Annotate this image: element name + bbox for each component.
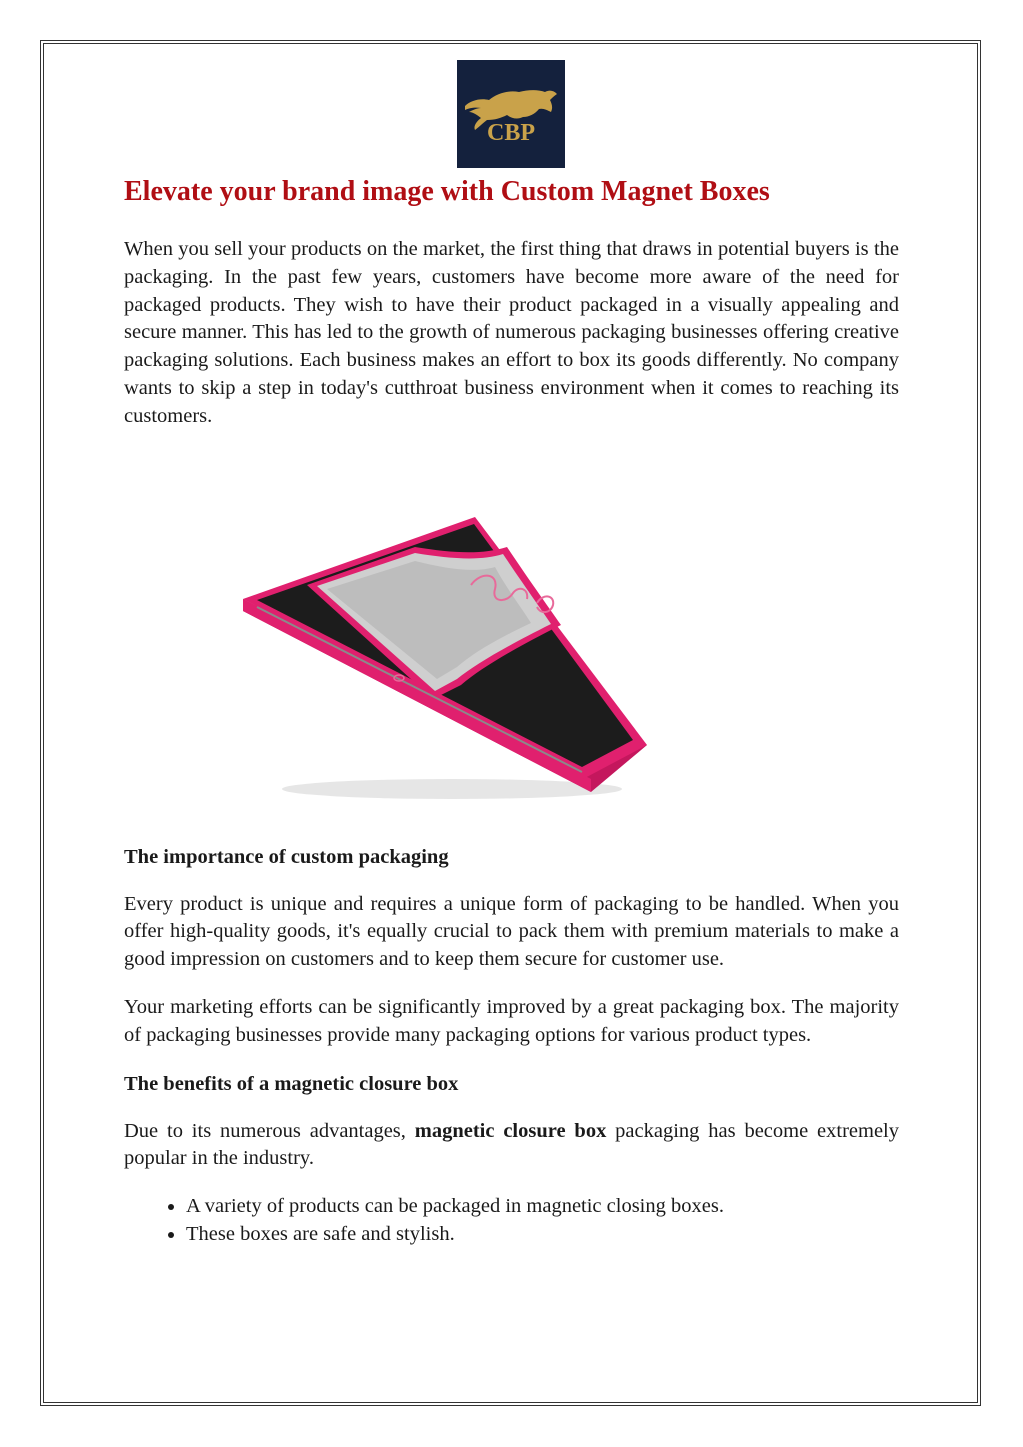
benefits-paragraph-before: Due to its numerous advantages,	[124, 1119, 415, 1142]
list-item: • These boxes are safe and stylish.	[186, 1221, 899, 1249]
heading-benefits: The benefits of a magnetic closure box	[124, 1072, 459, 1095]
importance-paragraph-1: Every product is unique and requires a unique form of packaging to be handled. When you offer high-quality goods, it's equally crucial to pack them with premium materials to make a good impression on customers and to keep them secure for customer use.	[124, 892, 899, 971]
benefits-paragraph-after: packaging has become extremely popular in the industry.	[124, 1119, 899, 1170]
document-content	[124, 166, 899, 1249]
heading-importance: The importance of custom packaging	[124, 845, 449, 868]
importance-paragraph-2: Your marketing efforts can be significantly improved by a great packaging box. The majority of packaging businesses provide many packaging options for various product types.	[124, 995, 899, 1046]
page-title: Elevate your brand image with Custom Magnet Boxes	[124, 176, 770, 207]
leaping-panther-icon	[457, 60, 565, 168]
benefits-paragraph	[124, 1118, 899, 1174]
benefits-list	[124, 1193, 899, 1249]
cbp-logo	[457, 60, 565, 168]
pink-magnetic-box-image	[237, 507, 657, 807]
list-item: • A variety of products can be packaged in magnetic closing boxes.	[186, 1193, 899, 1221]
logo-text: CBP	[487, 120, 535, 146]
intro-paragraph: When you sell your products on the market, the first thing that draws in potential buyers is the packaging. In the past few years, customers have become more aware of the need for packaged products. They wish to have their product packaged in a visually appealing and secure manner. This has led to the growth of numerous packaging businesses offering creative packaging solutions. Each business makes an effort to box its goods differently. No company wants to skip a step in today's cutthroat business environment when it comes to reaching its customers.	[124, 238, 899, 427]
benefits-paragraph-bold: magnetic closure box	[414, 1119, 607, 1142]
